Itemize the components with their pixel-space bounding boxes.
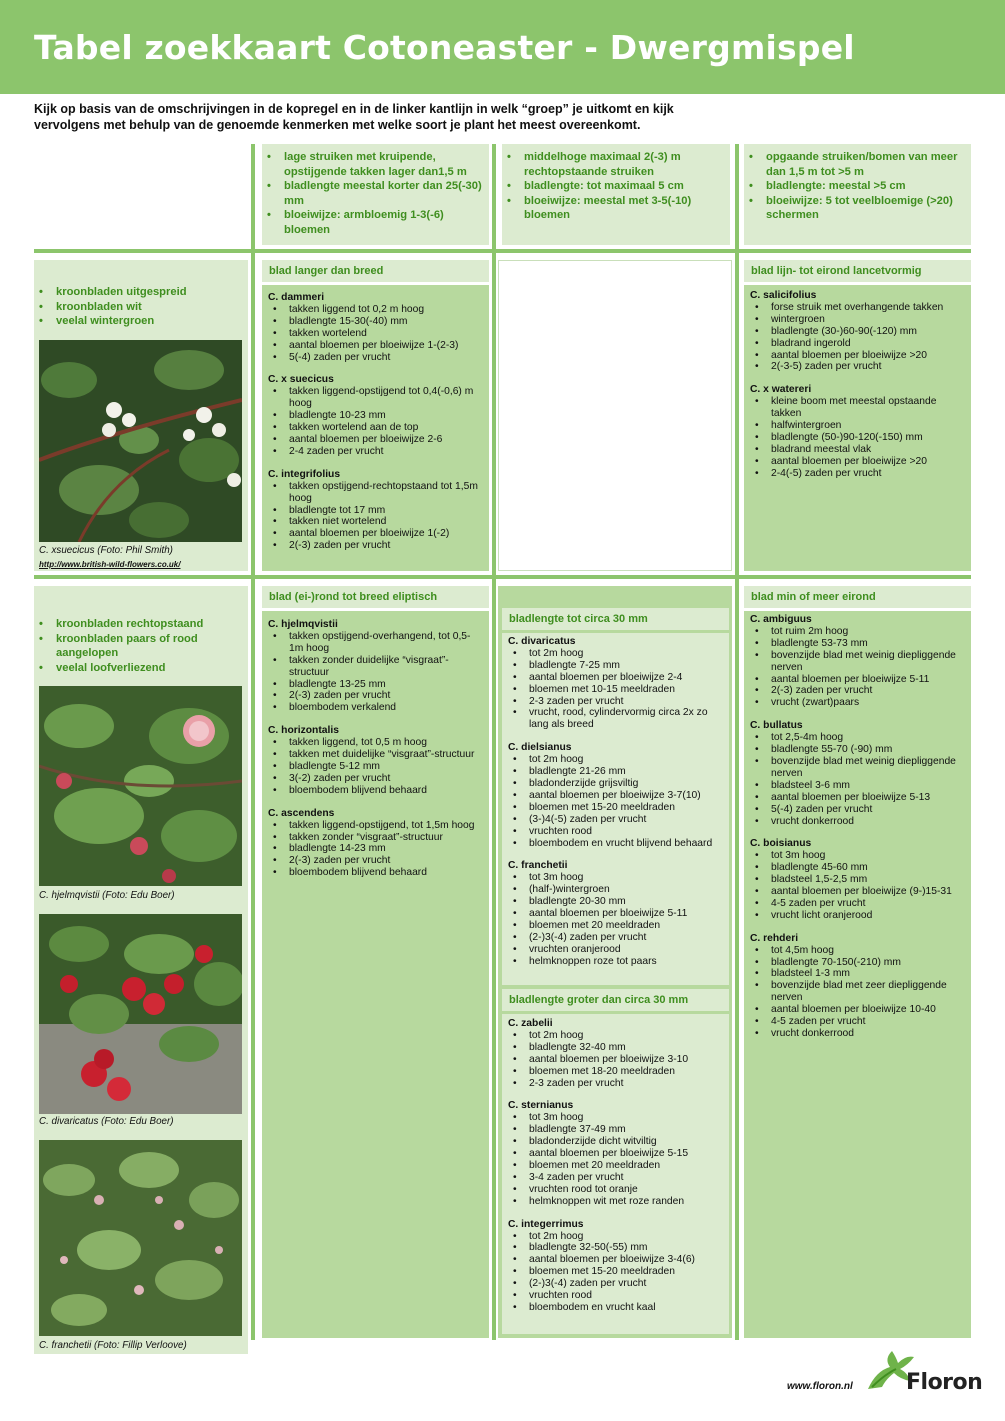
trait: • bloemen met 20 meeldraden (508, 920, 723, 932)
trait: • vruchten rood (508, 826, 723, 838)
trait: • bladsteel 1,5-2,5 mm (750, 874, 965, 886)
species-name: C. salicifolius (750, 290, 817, 301)
criterion: • bloeiwijze: meestal met 3-5(-10) bloemen (502, 194, 730, 223)
species-block (508, 1219, 723, 1314)
trait: • bladlengte 45-60 mm (750, 862, 965, 874)
grid-line-v2 (492, 144, 496, 1340)
trait: • kleine boom met meestal opstaande takken (750, 396, 965, 420)
photo-c-xsuecicus (39, 340, 242, 542)
species-block (750, 384, 965, 479)
species-block (750, 614, 965, 709)
criterion: • veelal loofverliezend (34, 661, 244, 676)
column-header-1 (262, 144, 489, 245)
title-banner (0, 0, 1005, 94)
column-1-criteria (262, 150, 489, 237)
criterion: • bloeiwijze: 5 tot veelbloemige (>20) schermen (744, 194, 971, 223)
trait: • aantal bloemen per bloeiwijze >20 (750, 350, 965, 362)
column-2-criteria (502, 150, 730, 223)
species-name: C. ambiguus (750, 614, 812, 625)
cell-header-r1c3: blad lijn- tot eirond lancetvormig (744, 260, 971, 282)
grid-line-h1 (34, 249, 971, 253)
grid-line-h2 (34, 575, 971, 579)
trait: • wintergroen (750, 314, 965, 326)
trait: • aantal bloemen per bloeiwijze 10-40 (750, 1004, 965, 1016)
species-name: C. bullatus (750, 720, 803, 732)
trait: • takken liggend, tot 0,5 m hoog (268, 737, 483, 749)
trait: • bloembodem en vrucht kaal (508, 1302, 723, 1314)
trait: • (3-)4(-5) zaden per vrucht (508, 814, 723, 826)
trait: • vruchten rood tot oranje (508, 1184, 723, 1196)
species-block (750, 290, 965, 373)
trait: • aantal bloemen per bloeiwijze (9-)15-31 (750, 886, 965, 898)
trait: • bloemen met 15-20 meeldraden (508, 1266, 723, 1278)
species-list (508, 1018, 723, 1314)
trait: • 2-4(-5) zaden per vrucht (750, 468, 965, 480)
trait: • (2-)3(-4) zaden per vrucht (508, 1278, 723, 1290)
trait: • vrucht, rood, cylindervormig circa 2x zo lang als breed (508, 707, 723, 731)
trait: • bloemen met 10-15 meeldraden (508, 684, 723, 696)
trait: • bladlengte tot 17 mm (268, 505, 483, 517)
criterion: • veelal wintergroen (34, 314, 244, 329)
trait: • bladsteel 1-3 mm (750, 968, 965, 980)
trait: • bladonderzijde grijsviltig (508, 778, 723, 790)
trait: • bloemen met 15-20 meeldraden (508, 802, 723, 814)
photo-caption: C. franchetii (Foto: Fillip Verloove) (39, 1340, 187, 1351)
species-name: C. sternianus (508, 1100, 574, 1112)
trait: • bladlengte 21-26 mm (508, 766, 723, 778)
trait: • aantal bloemen per bloeiwijze 5-15 (508, 1148, 723, 1160)
cell-header-r2c3: blad min of meer eirond (744, 586, 971, 608)
trait: • bladlengte 15-30(-40) mm (268, 316, 483, 328)
criterion: • kroonbladen uitgespreid (34, 285, 244, 300)
cell-header-r2c2b: bladlengte groter dan circa 30 mm (502, 989, 729, 1011)
cell-r1c3 (744, 285, 971, 571)
species-name: C. integerrimus (508, 1218, 584, 1230)
criterion: • lage struiken met kruipende, opstijgende takken lager dan1,5 m (262, 150, 489, 179)
photo-source-link[interactable]: http://www.british-wild-flowers.co.uk/ (39, 560, 181, 569)
species-block (508, 1018, 723, 1089)
footer-url[interactable]: www.floron.nl (787, 1381, 853, 1392)
criterion: • middelhoge maximaal 2(-3) m rechtopstaande struiken (502, 150, 730, 179)
trait: • takken wortelend aan de top (268, 422, 483, 434)
species-block (508, 860, 723, 967)
grid-line-v1 (251, 144, 255, 1340)
criterion: • kroonbladen rechtopstaand (34, 617, 244, 632)
trait: • bovenzijde blad met weinig diepliggende nerven (750, 650, 965, 674)
trait: • bladlengte 55-70 (-90) mm (750, 744, 965, 756)
cell-r2c2b (502, 1014, 729, 1334)
trait: • tot 3m hoog (750, 850, 965, 862)
species-name: C. ascendens (268, 807, 335, 819)
trait: • bladlengte 53-73 mm (750, 638, 965, 650)
trait: • 3-4 zaden per vrucht (508, 1172, 723, 1184)
trait: • bladonderzijde dicht witviltig (508, 1136, 723, 1148)
criterion: • bladlengte: meestal >5 cm (744, 179, 971, 194)
trait: • aantal bloemen per bloeiwijze 1(-2) (268, 528, 483, 540)
trait: • bloembodem verkalend (268, 702, 483, 714)
floron-logo-text: Floron (906, 1370, 983, 1395)
species-list (750, 614, 965, 1040)
species-block (750, 933, 965, 1040)
cell-r2c1 (262, 611, 489, 1338)
species-list (750, 290, 965, 480)
trait: • takken zonder “visgraat”-structuur (268, 832, 483, 844)
criterion: • kroonbladen paars of rood aangelopen (34, 632, 244, 661)
trait: • halfwintergroen (750, 420, 965, 432)
trait: • 4-5 zaden per vrucht (750, 898, 965, 910)
trait: • takken niet wortelend (268, 516, 483, 528)
trait: • takken zonder duidelijke “visgraat”-structuur (268, 655, 483, 679)
criterion: • bloeiwijze: armbloemig 1-3(-6) bloemen (262, 208, 489, 237)
trait: • bloembodem en vrucht blijvend behaard (508, 838, 723, 850)
trait: • bladlengte 32-40 mm (508, 1042, 723, 1054)
row-2-criteria (34, 617, 244, 675)
trait: • helmknoppen roze tot paars (508, 956, 723, 968)
trait: • takken met duidelijke “visgraat”-structuur (268, 749, 483, 761)
trait: • 3(-2) zaden per vrucht (268, 773, 483, 785)
trait: • bladlengte (50-)90-120(-150) mm (750, 432, 965, 444)
species-block (268, 808, 483, 879)
trait: • 2(-3) zaden per vrucht (268, 690, 483, 702)
cell-r1c1 (262, 285, 489, 571)
species-block (268, 469, 483, 552)
trait: • takken opstijgend-overhangend, tot 0,5-1m hoog (268, 631, 483, 655)
species-block (268, 725, 483, 796)
trait: • aantal bloemen per bloeiwijze 5-11 (508, 908, 723, 920)
trait: • 2(-3-5) zaden per vrucht (750, 361, 965, 373)
cell-header-r2c2a: bladlengte tot circa 30 mm (502, 608, 729, 630)
trait: • 2(-3) zaden per vrucht (268, 540, 483, 552)
trait: • bladrand ingerold (750, 338, 965, 350)
trait: • bladlengte 37-49 mm (508, 1124, 723, 1136)
trait: • vrucht donkerrood (750, 1028, 965, 1040)
species-block (508, 742, 723, 849)
cell-r2c3 (744, 611, 971, 1338)
trait: • tot ruim 2m hoog (750, 626, 965, 638)
trait: • bladlengte 13-25 mm (268, 679, 483, 691)
trait: • forse struik met overhangende takken (750, 302, 965, 314)
trait: • takken liggend-opstijgend, tot 1,5m hoog (268, 820, 483, 832)
trait: • 2(-3) zaden per vrucht (268, 855, 483, 867)
trait: • bloemen met 18-20 meeldraden (508, 1066, 723, 1078)
trait: • aantal bloemen per bloeiwijze 5-11 (750, 674, 965, 686)
page-title: Tabel zoekkaart Cotoneaster - Dwergmispel (34, 28, 855, 67)
photo-c-franchetii (39, 1140, 242, 1336)
trait: • bloemen met 20 meeldraden (508, 1160, 723, 1172)
species-block (268, 619, 483, 714)
trait: • bladlengte 7-25 mm (508, 660, 723, 672)
trait: • tot 2m hoog (508, 1231, 723, 1243)
trait: • aantal bloemen per bloeiwijze 5-13 (750, 792, 965, 804)
trait: • takken liggend tot 0,2 m hoog (268, 304, 483, 316)
trait: • 2(-3) zaden per vrucht (750, 685, 965, 697)
cell-header-r2c1: blad (ei-)rond tot breed eliptisch (262, 586, 489, 608)
trait: • tot 2,5-4m hoog (750, 732, 965, 744)
species-list (268, 619, 483, 879)
criterion: • bladlengte: tot maximaal 5 cm (502, 179, 730, 194)
trait: • bloembodem blijvend behaard (268, 867, 483, 879)
trait: • vruchten rood (508, 1290, 723, 1302)
criterion: • bladlengte meestal korter dan 25(-30) mm (262, 179, 489, 208)
trait: • takken opstijgend-rechtopstaand tot 1,5m hoog (268, 481, 483, 505)
trait: • bovenzijde blad met weinig diepliggende nerven (750, 756, 965, 780)
species-name: C. boisianus (750, 838, 812, 850)
trait: • bladlengte 10-23 mm (268, 410, 483, 422)
species-name: C. rehderi (750, 932, 799, 944)
species-block (268, 292, 483, 363)
photo-caption: C. divaricatus (Foto: Edu Boer) (39, 1116, 174, 1127)
photo-c-divaricatus (39, 914, 242, 1114)
trait: • tot 4,5m hoog (750, 945, 965, 957)
species-block (508, 636, 723, 731)
trait: • aantal bloemen per bloeiwijze 3-7(10) (508, 790, 723, 802)
species-name: C. hjelmqvistii (268, 619, 338, 630)
species-list (268, 292, 483, 552)
trait: • 2-3 zaden per vrucht (508, 1078, 723, 1090)
trait: • tot 2m hoog (508, 1030, 723, 1042)
trait: • bovenzijde blad met zeer diepliggende nerven (750, 980, 965, 1004)
trait: • (2-)3(-4) zaden per vrucht (508, 932, 723, 944)
trait: • 5(-4) zaden per vrucht (750, 804, 965, 816)
trait: • bladlengte 20-30 mm (508, 896, 723, 908)
species-name: C. x suecicus (268, 374, 334, 386)
species-name: C. dielsianus (508, 742, 572, 754)
trait: • bladlengte 32-50(-55) mm (508, 1242, 723, 1254)
criterion: • opgaande struiken/bomen van meer dan 1,5 m tot >5 m (744, 150, 971, 179)
trait: • 2-3 zaden per vrucht (508, 696, 723, 708)
column-header-3 (744, 144, 971, 245)
trait: • 4-5 zaden per vrucht (750, 1016, 965, 1028)
trait: • aantal bloemen per bloeiwijze 1-(2-3) (268, 340, 483, 352)
trait: • 2-4 zaden per vrucht (268, 446, 483, 458)
photo-caption: C. hjelmqvistii (Foto: Edu Boer) (39, 890, 175, 901)
trait: • bloembodem blijvend behaard (268, 785, 483, 797)
trait: • vrucht donkerrood (750, 816, 965, 828)
trait: • aantal bloemen per bloeiwijze 2-4 (508, 672, 723, 684)
trait: • vrucht (zwart)paars (750, 697, 965, 709)
cell-r1c2-empty (498, 260, 732, 571)
trait: • aantal bloemen per bloeiwijze 3-4(6) (508, 1254, 723, 1266)
trait: • bladrand meestal vlak (750, 444, 965, 456)
trait: • bladlengte 14-23 mm (268, 843, 483, 855)
row-1-criteria (34, 285, 244, 329)
species-block (268, 374, 483, 457)
species-name: C. zabelii (508, 1018, 553, 1029)
trait: • aantal bloemen per bloeiwijze >20 (750, 456, 965, 468)
species-list (508, 636, 723, 968)
species-name: C. franchetii (508, 860, 568, 872)
trait: • bladlengte 5-12 mm (268, 761, 483, 773)
species-block (750, 720, 965, 827)
species-block (508, 1100, 723, 1207)
trait: • takken wortelend (268, 328, 483, 340)
photo-caption: C. xsuecicus (Foto: Phil Smith) (39, 545, 173, 556)
species-name: C. x watereri (750, 384, 812, 396)
trait: • bladlengte (30-)60-90(-120) mm (750, 326, 965, 338)
trait: • vrucht licht oranjerood (750, 910, 965, 922)
cell-header-r1c1: blad langer dan breed (262, 260, 489, 282)
trait: • tot 3m hoog (508, 1112, 723, 1124)
trait: • tot 3m hoog (508, 872, 723, 884)
criterion: • kroonbladen wit (34, 300, 244, 315)
trait: • tot 2m hoog (508, 754, 723, 766)
trait: • (half-)wintergroen (508, 884, 723, 896)
species-name: C. horizontalis (268, 725, 339, 737)
species-name: C. dammeri (268, 292, 325, 303)
photo-c-hjelmqvistii (39, 686, 242, 886)
trait: • bladlengte 70-150(-210) mm (750, 957, 965, 969)
trait: • takken liggend-opstijgend tot 0,4(-0,6) m hoog (268, 386, 483, 410)
grid-line-v3 (735, 144, 739, 1340)
cell-r2c2a (502, 633, 729, 985)
intro-text: Kijk op basis van de omschrijvingen in de kopregel en in de linker kantlijn in welk “groep” je uitkomt en kijk vervolgens met behulp van de genoemde kenmerken met welke soort je plant het meest overeenkomt. (34, 102, 674, 132)
trait: • vruchten oranjerood (508, 944, 723, 956)
trait: • bladsteel 3-6 mm (750, 780, 965, 792)
column-3-criteria (744, 150, 971, 223)
trait: • 5(-4) zaden per vrucht (268, 352, 483, 364)
trait: • tot 2m hoog (508, 648, 723, 660)
column-header-2 (502, 144, 730, 245)
species-name: C. divaricatus (508, 636, 576, 647)
trait: • aantal bloemen per bloeiwijze 3-10 (508, 1054, 723, 1066)
species-name: C. integrifolius (268, 468, 341, 480)
species-block (750, 838, 965, 921)
trait: • aantal bloemen per bloeiwijze 2-6 (268, 434, 483, 446)
trait: • helmknoppen wit met roze randen (508, 1196, 723, 1208)
